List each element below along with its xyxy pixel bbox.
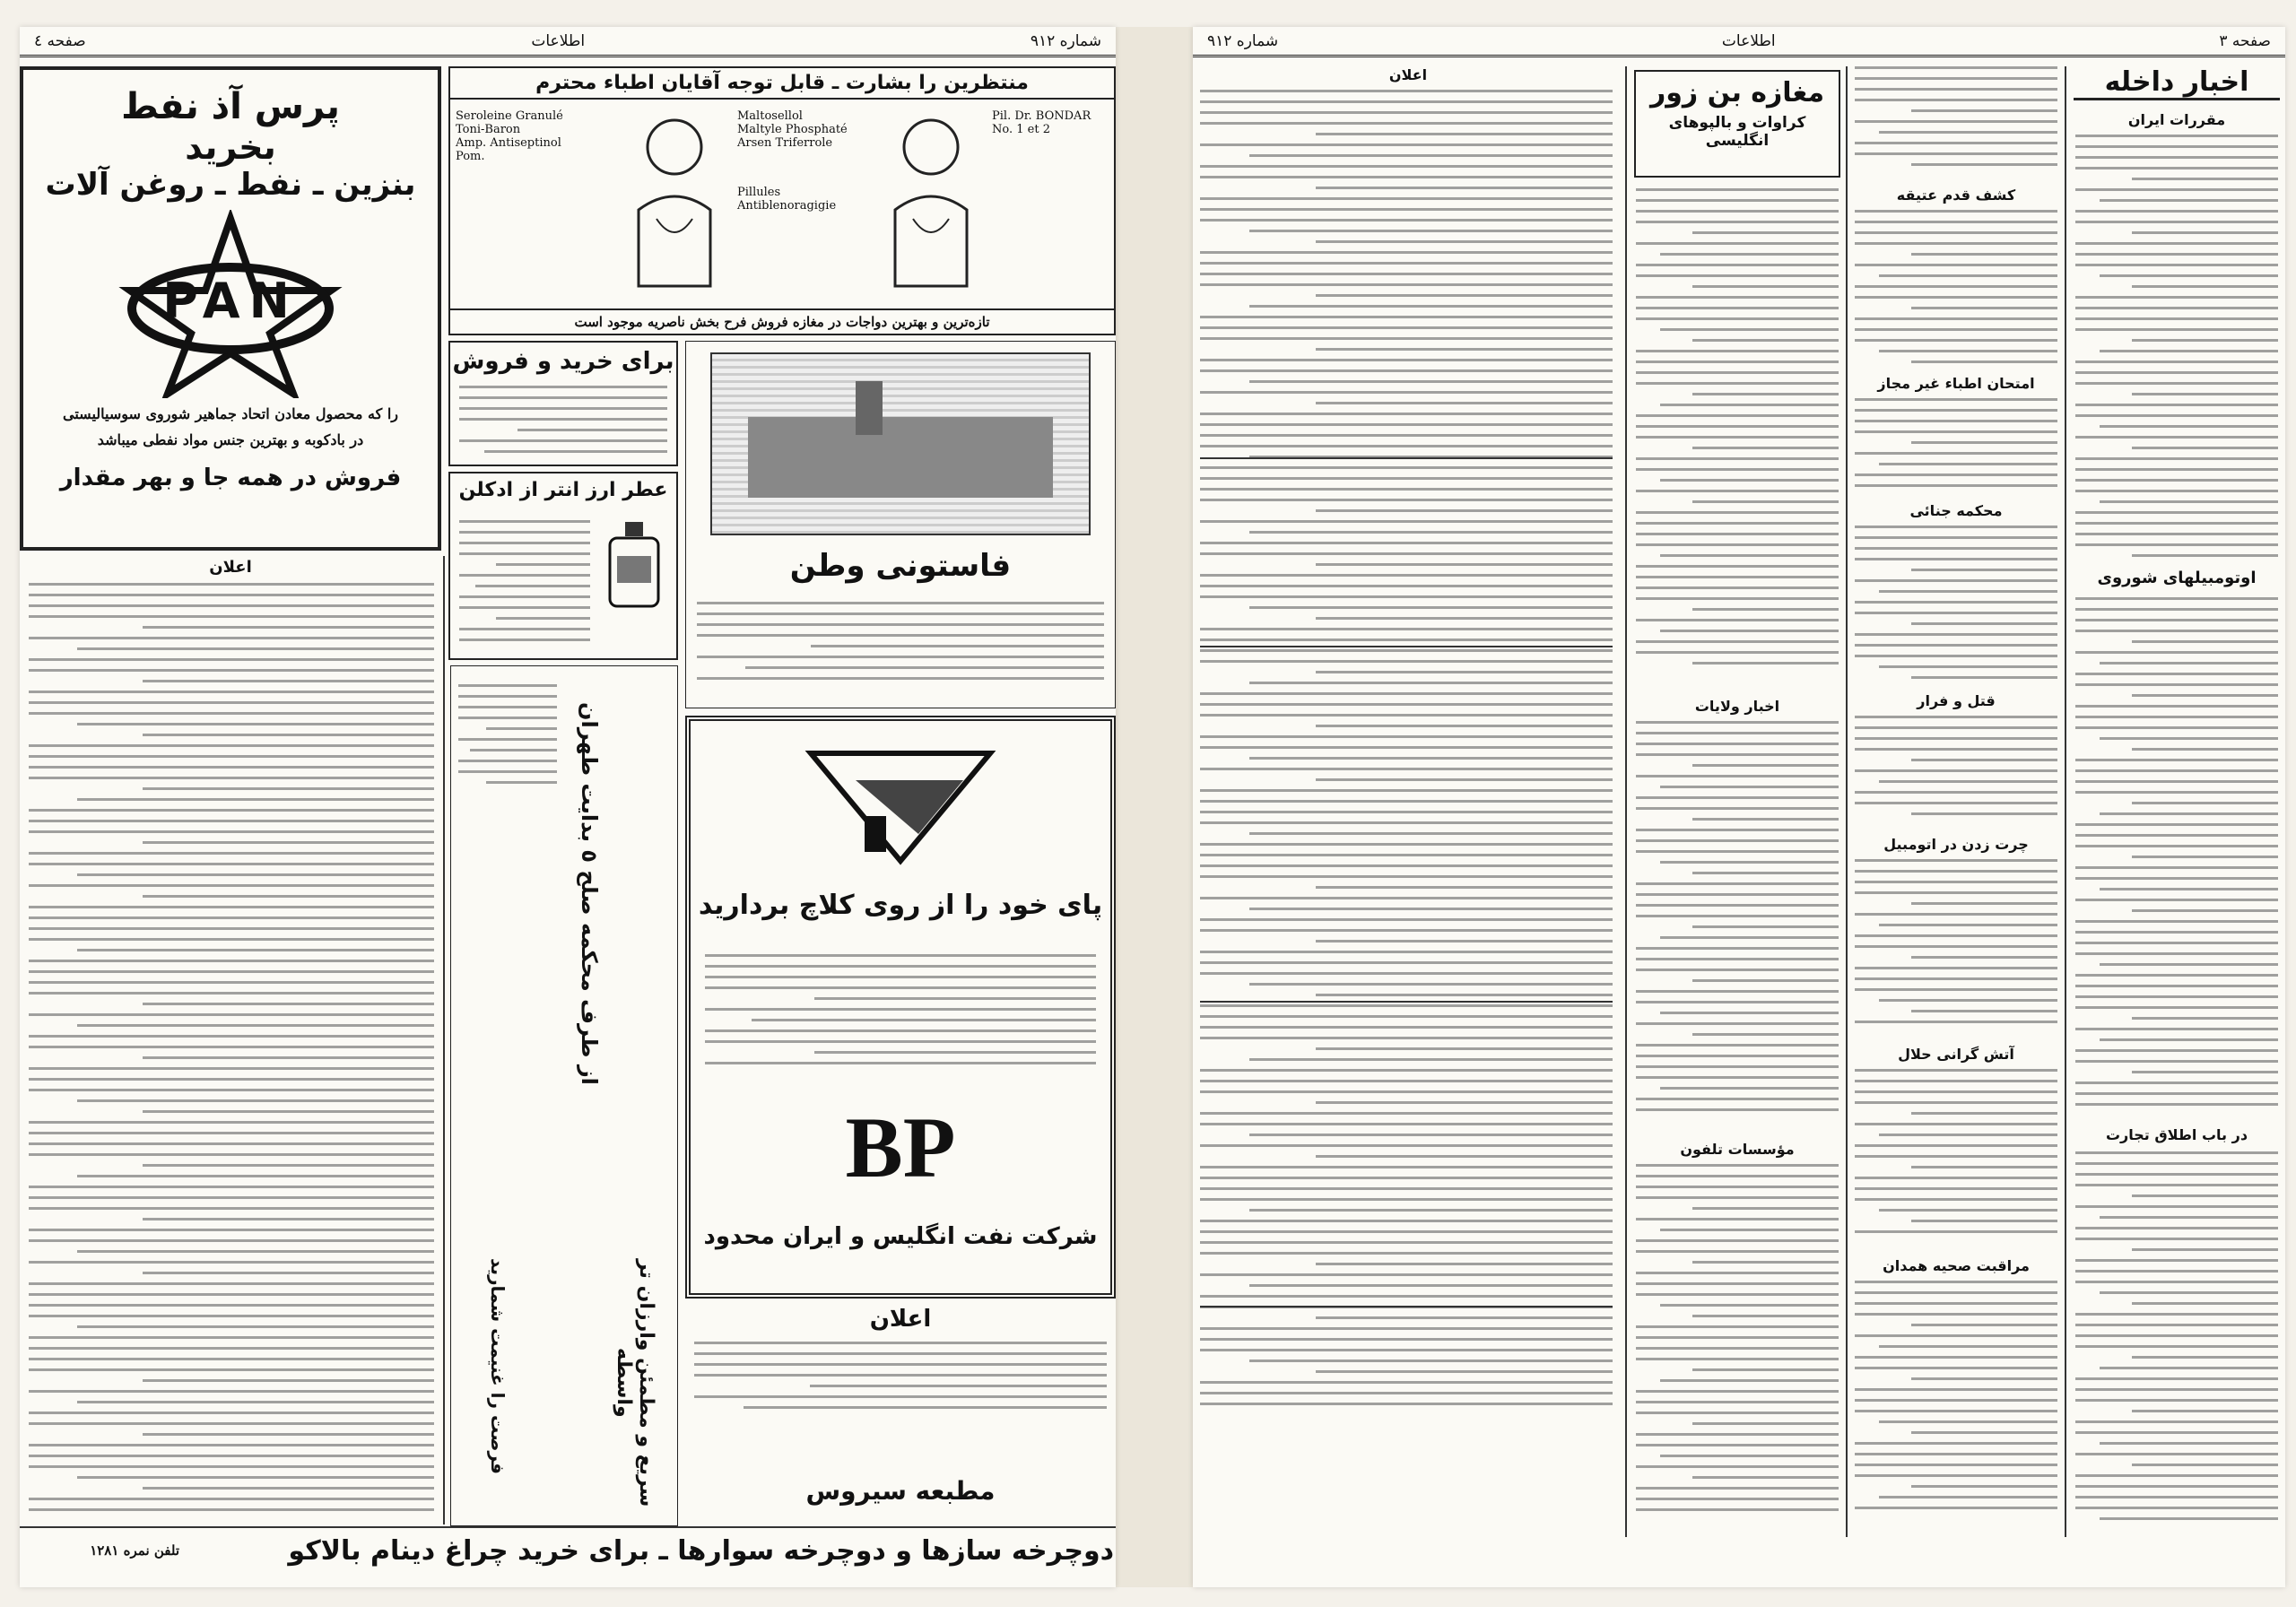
col2-subheading-discovery: کشف قدم عتیقه	[1896, 187, 2016, 204]
bp-advertisement	[685, 716, 1116, 1299]
vertical-notice-text	[458, 684, 557, 1222]
notice-divider-3	[1200, 1001, 1613, 1003]
pharmacy-footer: تازه‌ترین و بهترین دواجات در مغازه فروش فرح بخش ناصریه موجود است	[450, 308, 1114, 330]
notice-divider-1	[1200, 457, 1613, 459]
col2-subheading-auto: چرت زدن در اتومبیل	[1883, 836, 2029, 853]
pharmacy-doctor-no: No. 1 et 2	[992, 123, 1050, 136]
left-column-rule-1	[443, 556, 445, 1524]
notice-divider-4	[1200, 1306, 1613, 1307]
col3-subheading-institutions: مؤسسات تلفون	[1680, 1141, 1795, 1158]
oil-advertisement	[20, 66, 441, 551]
bp-company: شرکت نفت انگلیس و ایران محدود	[703, 1223, 1098, 1250]
col2-text-b	[1855, 210, 2057, 371]
col2-text-a	[1855, 66, 2057, 183]
vertical-notice-box	[450, 665, 678, 1526]
anatomy-figure-left	[621, 111, 728, 291]
factory-title: فاستونی وطن	[789, 548, 1012, 584]
col2-text-e	[1855, 716, 2057, 832]
col1-subheading-trade: در باب اطلاق تجارت	[2105, 1126, 2248, 1143]
domestic-news-heading: اخبار داخله	[2074, 66, 2280, 100]
left-paper-name: اطلاعات	[531, 31, 586, 50]
newspaper-right-page	[1193, 27, 2285, 1587]
col2-text-c	[1855, 398, 2057, 497]
oil-ad-title: پرس آذ نفط	[121, 86, 340, 127]
bottom-rule	[20, 1526, 1116, 1528]
col2-subheading-exam: امتحان اطباء غیر مجاز	[1877, 375, 2035, 392]
col1-subheading-2: اوتومبیلهای شوروی	[2097, 569, 2257, 587]
bp-body-text	[705, 954, 1096, 1089]
vertical-notice-1: از طرف محکمه صلح ٥ بدایت طهران	[577, 702, 602, 1085]
col3-subheading-villages: اخبار ولایات	[1694, 698, 1780, 715]
col2-text-h	[1855, 1281, 2057, 1532]
right-page-header	[1193, 27, 2285, 57]
store-title: مغازه بن زور	[1649, 77, 1825, 109]
left-page-number: صفحه ٤	[34, 31, 86, 50]
left-page-header	[20, 27, 1116, 57]
right-column-rule-2	[1846, 66, 1848, 1537]
store-subtitle: کراوات و بالپوهای انگلیسی	[1668, 114, 1806, 150]
buy-sell-title: برای خرید و فروش	[452, 348, 674, 375]
col1-text-b	[2075, 597, 2278, 1117]
perfume-bottle-icon	[603, 520, 665, 610]
left-notice2-text	[694, 1342, 1107, 1458]
bp-logo: BP	[845, 1099, 956, 1195]
bp-pedal-icon	[802, 744, 999, 870]
col2-subheading-fire: آتش گرانی حلال	[1898, 1046, 2014, 1063]
pharmacy-doctor: Pil. Dr. BONDAR	[992, 109, 1091, 123]
notices-text-left	[1200, 90, 1613, 1533]
pharmacy-advertisement	[448, 66, 1116, 335]
vertical-notice-2: سریع و مطمئن وارزان تر واسطه	[613, 1258, 657, 1507]
oil-ad-line1: را که محصول معادن اتحاد جماهیر شوروی سوسیالیستی	[63, 405, 398, 422]
right-issue-number: شماره ۹۱۲	[1207, 31, 1279, 50]
oil-ad-line2: در بادکوبه و بهترین جنس مواد نفطی میباشد	[97, 431, 364, 448]
bottom-banner: دوچرخه سازها و دوچرخه سوارها ـ برای خرید چراغ دینام بالاکو	[288, 1535, 1114, 1567]
col2-text-f	[1855, 859, 2057, 1038]
col1-text-c	[2075, 1151, 2278, 1528]
factory-text	[697, 602, 1104, 700]
newspaper-left-page	[20, 27, 1116, 1587]
buy-sell-text	[459, 386, 667, 457]
col3-text-c	[1636, 1164, 1839, 1532]
left-notice2-heading: اعلان	[869, 1306, 932, 1333]
left-notice-text	[29, 583, 434, 1516]
page-gutter	[1116, 27, 1193, 1587]
notices-heading: اعلان	[1388, 66, 1428, 83]
left-notice-heading: اعلان	[209, 558, 252, 577]
col2-text-d	[1855, 526, 2057, 687]
perfume-text	[459, 520, 590, 651]
bp-headline: پای خود را از روی کلاچ بردارید	[698, 890, 1103, 921]
factory-illustration	[710, 352, 1091, 535]
oil-ad-line3: فروش در همه جا و بهر مقدار	[59, 465, 402, 491]
right-page-number: صفحه ٣	[2219, 31, 2271, 50]
bottom-small-text: تلفن نمره ۱۲۸۱	[90, 1542, 179, 1559]
pan-star-logo	[23, 210, 438, 398]
factory-advertisement	[685, 341, 1116, 708]
oil-ad-products: بنزین ـ نفط ـ روغن آلات	[45, 167, 416, 203]
col1-text-a	[2075, 135, 2278, 565]
col3-text-a	[1636, 188, 1839, 691]
store-advertisement	[1634, 70, 1840, 178]
col2-subheading-court: محکمه جنائی	[1909, 502, 2003, 519]
col2-text-g	[1855, 1069, 2057, 1248]
pharmacy-pill: Pillules Antiblenoragigie	[737, 186, 837, 213]
right-column-rule-1	[2065, 66, 2066, 1537]
notice-divider-2	[1200, 646, 1613, 647]
perfume-advertisement	[448, 472, 678, 660]
col3-text-b	[1636, 721, 1839, 1134]
col2-subheading-killing: قتل و فرار	[1917, 692, 1996, 709]
right-paper-name: اطلاعات	[1721, 31, 1776, 50]
left-issue-number: شماره ۹۱۲	[1030, 31, 1101, 50]
anatomy-figure-right	[877, 111, 985, 291]
perfume-title: عطر ارز انتر از ادکلن	[458, 479, 668, 501]
oil-ad-subtitle: بخرید	[185, 127, 276, 167]
buy-sell-advertisement	[448, 341, 678, 466]
pharmacy-col3: Seroleine Granulé Toni-Baron Amp. Antiseptinol Pom.	[456, 109, 563, 163]
col1-subheading-1: مقررات ایران	[2127, 111, 2226, 128]
pharmacy-col2: Maltosellol Maltyle Phosphaté Arsen Triferrole	[737, 109, 848, 150]
printer-name: مطبعه سیروس	[805, 1476, 996, 1506]
pharmacy-headline: منتظرین را بشارت ـ قابل توجه آقایان اطباء محترم	[450, 68, 1114, 100]
pan-logo-text: PAN	[162, 273, 299, 329]
col2-subheading-hamadan: مراقبت صحیه همدان	[1883, 1257, 2030, 1274]
vertical-notice-3: فرصت را غنیمت شمارید	[487, 1258, 509, 1475]
right-column-rule-3	[1625, 66, 1627, 1537]
